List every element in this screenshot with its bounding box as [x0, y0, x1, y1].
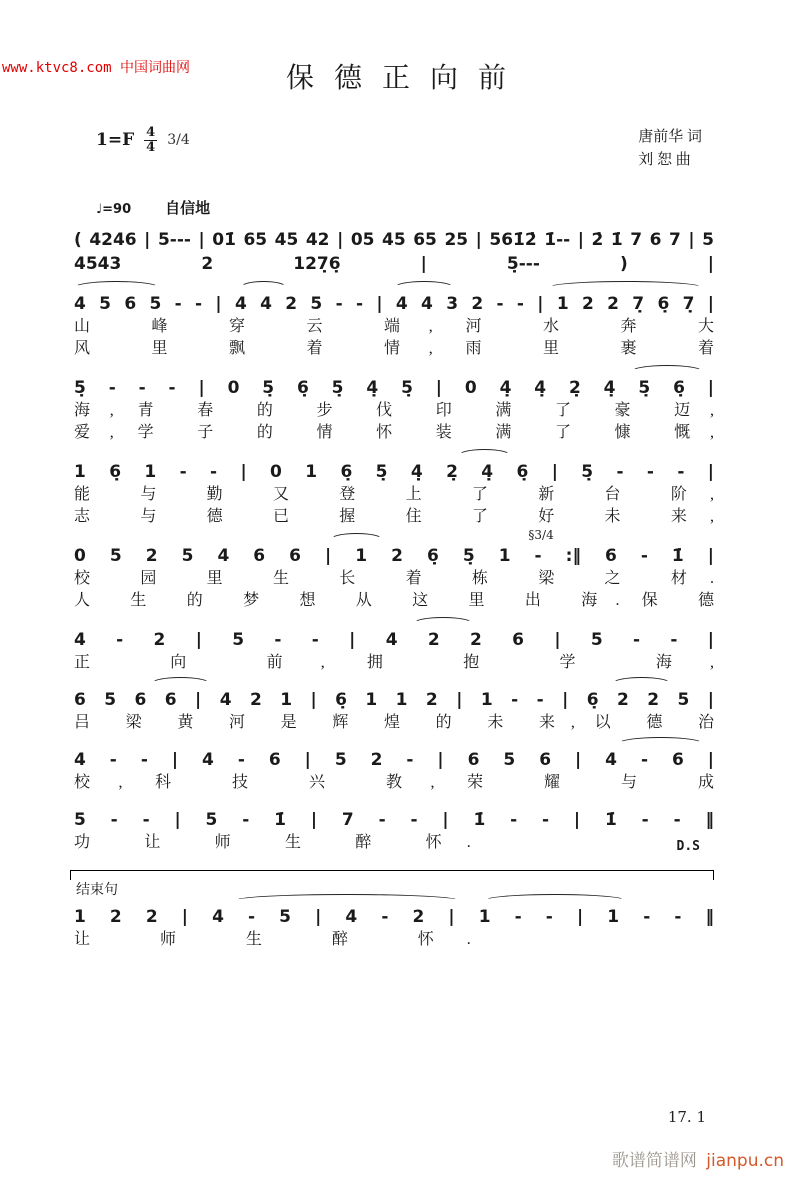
ending-line	[74, 905, 714, 951]
lyric-row: 校 园 里 生 长 着 栋 梁 之 材.	[74, 569, 714, 587]
lyric-row: 功 让 师 生 醉 怀.	[74, 833, 471, 851]
intro-line	[74, 228, 714, 276]
slur-arc	[612, 677, 672, 690]
alternate-meter: 3/4	[167, 132, 190, 149]
slur-arc	[74, 281, 159, 294]
lyric-row: 山 峰 穿 云 端, 河 水 奔 大	[74, 317, 714, 335]
notes-row: 4 - 2 | 5 - - | 4 2 2 6 | 5 - - |	[74, 629, 714, 650]
notes-row: 5̣ - - - | 0 5̣ 6̣ 5̣ 4̣ 5̣ | 0 4̣ 4̣ 2̣ 4̣ 5̣ 6̣ |	[74, 377, 714, 398]
notes-row: 4 5 6 5 - - | 4 4 2 5 - - | 4 4 3 2 - - | 1 2 2 7̣ 6̣ 7̣ |	[74, 293, 714, 314]
notes-row: 4 - - | 4 - 6 | 5 2 - | 6 5 6 | 4 - 6 |	[74, 749, 714, 770]
ds-mark: D.S	[676, 838, 700, 854]
lyric-row: 海, 青 春 的 步 伐 印 满 了 豪 迈,	[74, 401, 714, 419]
score	[74, 228, 714, 951]
bottom-watermark-url: jianpu.cn	[706, 1151, 784, 1171]
slur-arc	[618, 737, 703, 750]
slur-arc	[631, 365, 703, 378]
bottom-watermark[interactable]	[612, 1146, 784, 1171]
slur-arc	[234, 894, 460, 907]
slur-arc	[330, 533, 383, 546]
lyric-row: 爱, 学 子 的 情 怀 装 满 了 慷 慨,	[74, 423, 714, 441]
notes-row: 1 2 2 | 4 - 5 | 4 - 2 | 1 - - | 1 - - ‖	[74, 906, 714, 927]
lyric-row: 人 生 的 梦 想 从 这 里 出 海. 保 德	[74, 591, 714, 609]
composer-credit: 刘 恕 曲	[638, 152, 691, 169]
meta-row	[78, 126, 714, 173]
bottom-watermark-site: 歌谱简谱网	[611, 1151, 697, 1171]
ending-label: 结束句	[76, 879, 124, 899]
tempo-row	[96, 197, 714, 218]
slur-arc	[240, 281, 287, 294]
lyricist-credit: 唐前华 词	[638, 129, 702, 145]
lyric-row: 让 师 生 醉 怀.	[74, 930, 471, 948]
score-line-3	[74, 460, 714, 528]
page-title: 保德正向前	[285, 63, 526, 94]
top-watermark[interactable]: www.ktvc8.com 中国词曲网	[2, 60, 191, 76]
lyric-row: 校, 科 技 兴 教, 荣 耀 与 成	[74, 773, 714, 791]
meter-numerator: 4	[146, 125, 156, 140]
score-line-6	[74, 688, 714, 734]
slur-arc	[413, 617, 473, 630]
slur-arc	[394, 281, 454, 294]
score-line-2	[74, 376, 714, 444]
score-line-7	[74, 748, 714, 794]
score-line-5	[74, 628, 714, 674]
intro-notes: ( 4246 | 5--- | 01̇ 65 45 42 | 05 45 65 25 | 561̇2̇ 1̇-- | 2̇ 1̇ 7 6 7 | 5 4543 2 127̣6̣ | 5̣--- ) |	[74, 229, 714, 274]
slur-arc	[548, 281, 704, 294]
ending-section	[74, 870, 714, 951]
notes-row: 5 - - | 5 - 1̇ | 7 - - | 1̇ - - | 1̇ - - ‖	[74, 809, 714, 830]
lyric-row: 风 里 飘 着 情, 雨 里 裹 着	[74, 339, 714, 357]
notes-row: 1 6̣ 1 - - | 0 1 6̣ 5̣ 4̣ 2̣ 4̣ 6̣ | 5̣ - - - |	[74, 461, 714, 482]
score-line-8	[74, 808, 714, 854]
lyric-row: 能 与 勤 又 登 上 了 新 台 阶,	[74, 485, 714, 503]
score-line-4	[74, 527, 714, 612]
tempo-expression: 自信地	[165, 200, 211, 217]
notes-row: 0 5 2 5 4 6 6 | 1 2 6̣ 5̣ 1 - :‖ 6 - 1̇ |	[74, 545, 714, 566]
meter-fraction	[144, 126, 157, 154]
key-label: 1=F	[96, 130, 135, 151]
ending-bracket	[70, 870, 714, 879]
page-number: 17. 1	[667, 1108, 706, 1126]
tempo-mark: ♩=90	[96, 201, 132, 217]
lyric-row: 志 与 德 已 握 住 了 好 未 来,	[74, 507, 714, 525]
score-line-1	[74, 292, 714, 360]
lyric-row: 正 向 前, 拥 抱 学 海,	[74, 653, 714, 671]
slur-arc	[458, 449, 511, 462]
lyric-row: 吕 梁 黄 河 是 辉 煌 的 未 来, 以 德 治	[74, 713, 714, 731]
slur-arc	[484, 894, 627, 907]
segno-mark: §3/4	[528, 527, 554, 542]
key-signature	[96, 126, 190, 154]
notes-row: 6 5 6 6 | 4 2 1 | 6̣ 1 1 2 | 1 - - | 6̣ 2 2 5 |	[74, 689, 714, 710]
slur-arc	[151, 677, 211, 690]
meter-denominator: 4	[146, 139, 156, 155]
credits	[638, 126, 702, 173]
